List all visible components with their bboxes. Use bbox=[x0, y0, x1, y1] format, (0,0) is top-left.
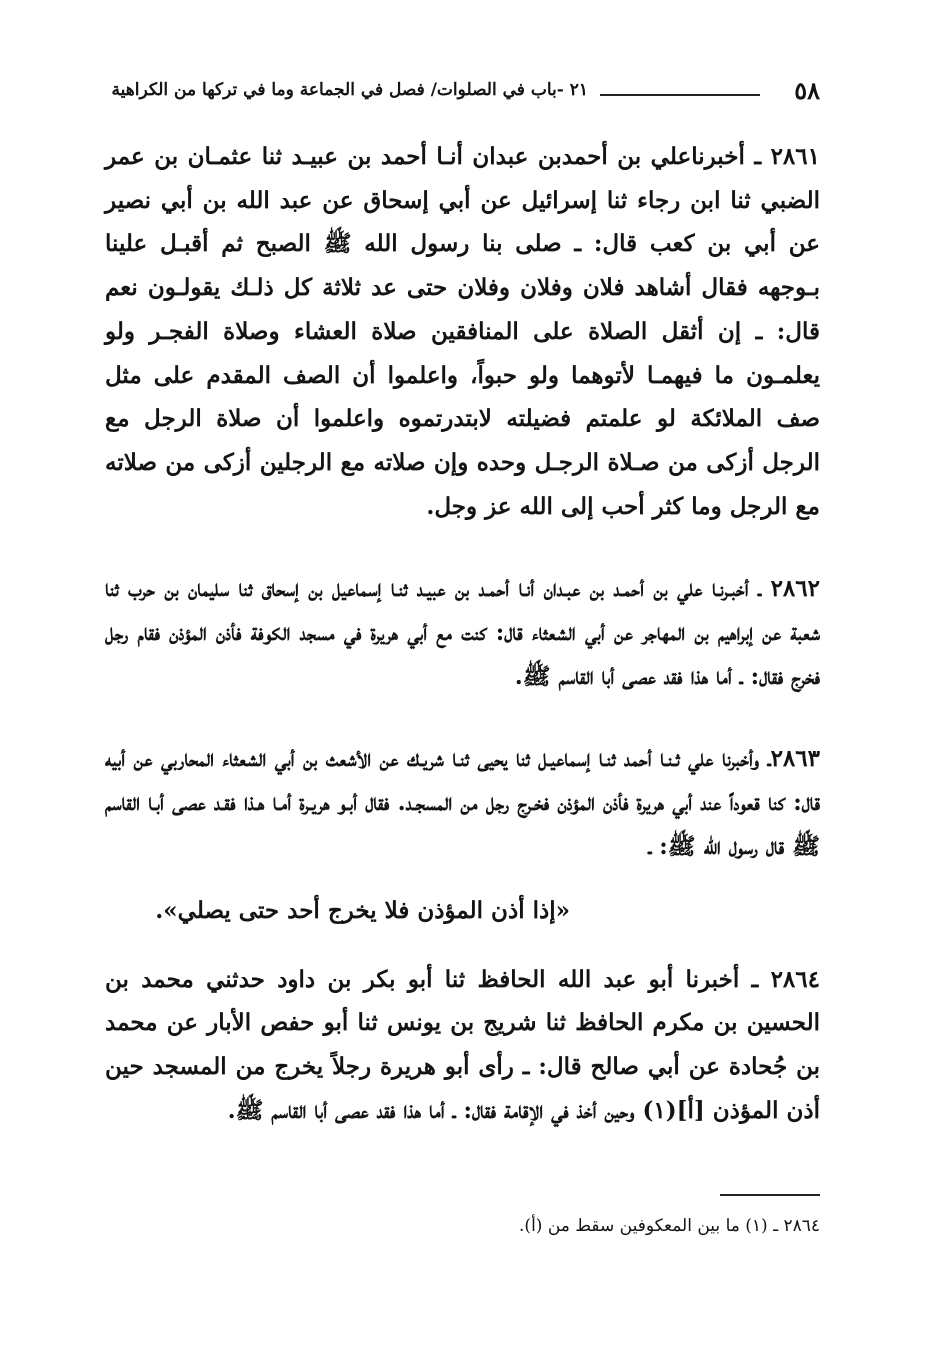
running-header bbox=[110, 72, 820, 116]
hadith-2863: ٢٨٦٣ـ وأخبرنا علي ثـنـا أحمد ثنـا إسماعيـل ثنا يحيى ثنـا شريـك عن الأشعث بن أبي الشعثاء المحاربي عن أبيه قال: كنا قعوداً عند أبي هريرة فأذن المؤذن فخـرج رجل من المسجـد. فقال أبـو هريـرة أمـا هـذا فقـد عصى أبـا القاسم ﷺ قال رسول الله ﷺ: ـ bbox=[105, 745, 820, 860]
hadith-2861: ٢٨٦١ ـ أخبرناعلي بن أحمدبن عبدان أنـا أحمد بن عبيـد ثنا عثمـان بن عمر الضبي ثنا ابن رجاء ثنا إسرائيل عن أبي إسحاق عن عبد الله بن أبي نصير عن أبي بن كعب قال: ـ صلى بنا رسول الله ﷺ الصبح ثم أقبـل علينا بـوجهه فقال أشاهد فلان وفلان وفلان حتى عد ثلاثة كل ذلـك يقولـون نعم قال: ـ إن أثقل الصلاة على المنافقين صلاة العشاء وصلاة الفجـر ولو يعلمـون ما فيهمـا لأتوهما ولو حبواً، واعلموا أن الصف المقدم على مثل صف الملائكة لو علمتم فضيلته لابتدرتموه واعلموا أن صلاة الرجل مع الرجل أزكى من صـلاة الرجـل وحده وإن صلاته مع الرجلين أزكى من صلاته مع الرجل وما كثر أحب إلى الله عز وجل. bbox=[105, 143, 821, 520]
hadith-2862: ٢٨٦٢ ـ أخبـرنـا علي بن أحمـد بن عبـدان أنـا أحمـد بن عبيـد ثنـا إسماعيل بن إسحاق ثنا سليمان بن حرب ثنا شعبة عن إبراهيم بن المهاجر عن أبي الشعثاء قال: كنت مع أبي هريرة في مسجد الكوفة فأذن المؤذن فقام رجل فخرج فقال: ـ أما هذا فقد عصى أبا القاسم ﷺ. bbox=[105, 575, 820, 690]
hadith-2864: ٢٨٦٤ ـ أخبرنا أبو عبد الله الحافظ ثنا أبو بكر بن داود حدثني محمد بن الحسين بن مكرم الحافظ ثنا شريج بن يونس ثنا أبو حفص الأبار عن محمد بن جُحادة عن أبي صالح قال: ـ رأى أبو هريرة رجلاً يخرج من المسجد حين أذن المؤذن [أ](١) وحين أخذ في الإقامة فقال: ـ أما هذا فقد عصى أبا القاسم ﷺ. bbox=[105, 965, 820, 1124]
page-number: ٥٨ bbox=[794, 76, 820, 105]
header-rule bbox=[600, 94, 760, 96]
footnote-rule bbox=[720, 1194, 820, 1196]
main-text bbox=[105, 135, 820, 1132]
footnote: ٢٨٦٤ ـ (١) ما بين المعكوفين سقط من (أ). bbox=[519, 1216, 820, 1236]
prophetic-quote: «إذا أذن المؤذن فلا يخرج أحد حتى يصلي». bbox=[155, 896, 570, 924]
chapter-title: ٢١ -باب في الصلوات/ فصل في الجماعة وما في تركها من الكراهية bbox=[111, 80, 588, 100]
